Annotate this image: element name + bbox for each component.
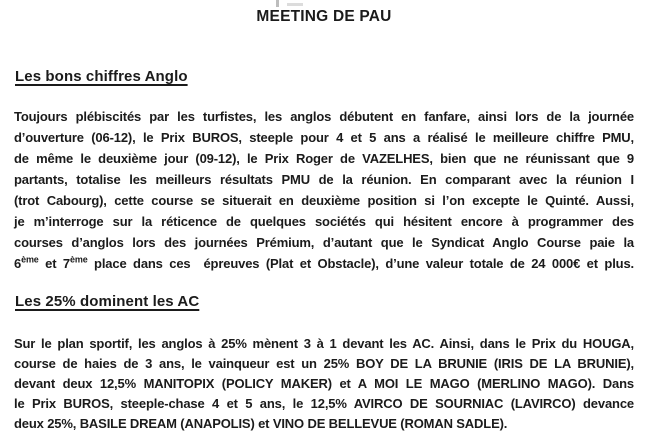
paragraph-line: course de haies de 3 ans, le vainqueur est un 25% BOY DE LA BRUNIE (IRIS DE LA BRUNIE), — [14, 356, 634, 371]
ordinal-suffix: ème — [69, 254, 88, 265]
ordinal-number: et 7 — [38, 256, 70, 271]
paragraph-line: partants, totalise les meilleurs résultats PMU de la réunion. En comparant avec la réunion I — [14, 172, 634, 187]
paragraph-line: courses d’anglos lors des journées Prémium, d’autant que le Syndicat Anglo Course paie la — [14, 235, 634, 250]
paragraph-bons-chiffres — [14, 106, 634, 274]
paragraph-last-line: deux 25%, BASILE DREAM (ANAPOLIS) et VINO DE BELLEVUE (ROMAN SADLE). — [14, 416, 508, 431]
paragraph-25-pourcent — [14, 334, 634, 434]
paragraph-line: de même le deuxième jour (09-12), le Prix Roger de VAZELHES, bien que ne réunissant que 9 — [14, 151, 634, 166]
paragraph-line-ordinals — [14, 253, 634, 274]
paragraph-line: d’ouverture (06-12), le Prix BUROS, steeple pour 4 et 5 ans a réalisé le meilleure chiffre PMU, — [14, 130, 634, 145]
ordinal-number: 6 — [14, 256, 22, 271]
paragraph-line: (trot Cabourg), cette course se situerait en deuxième position si l’on excepte le Quinté. Aussi, — [14, 193, 634, 208]
document-title: MEETING DE PAU — [256, 8, 392, 25]
scan-artifact — [276, 0, 279, 7]
scan-artifact — [287, 3, 303, 6]
paragraph-line: Sur le plan sportif, les anglos à 25% mènent 3 à 1 devant les AC. Ainsi, dans le Prix du HOUGA, — [14, 336, 634, 351]
line-text: place dans ces épreuves (Plat et Obstacle), d’une valeur totale de 24 000€ et plus. — [87, 256, 634, 271]
paragraph-line: je m’interroge sur la réticence de quelques sociétés qui hésitent encore à programmer des — [14, 214, 634, 229]
section-heading-bons-chiffres: Les bons chiffres Anglo — [15, 68, 188, 85]
ordinal-suffix: ème — [21, 254, 39, 265]
section-heading-25-pourcent: Les 25% dominent les AC — [15, 293, 200, 310]
paragraph-line: devant deux 12,5% MANITOPIX (POLICY MAKER) et A MOI LE MAGO (MERLINO MAGO). Dans — [14, 376, 634, 391]
paragraph-line: le Prix BUROS, steeple-chase 4 et 5 ans, le 12,5% AVIRCO DE SOURNIAC (LAVIRCO) devance — [14, 396, 634, 411]
paragraph-line: Toujours plébiscités par les turfistes, les anglos débutent en fanfare, ainsi lors de la journée — [14, 109, 634, 124]
